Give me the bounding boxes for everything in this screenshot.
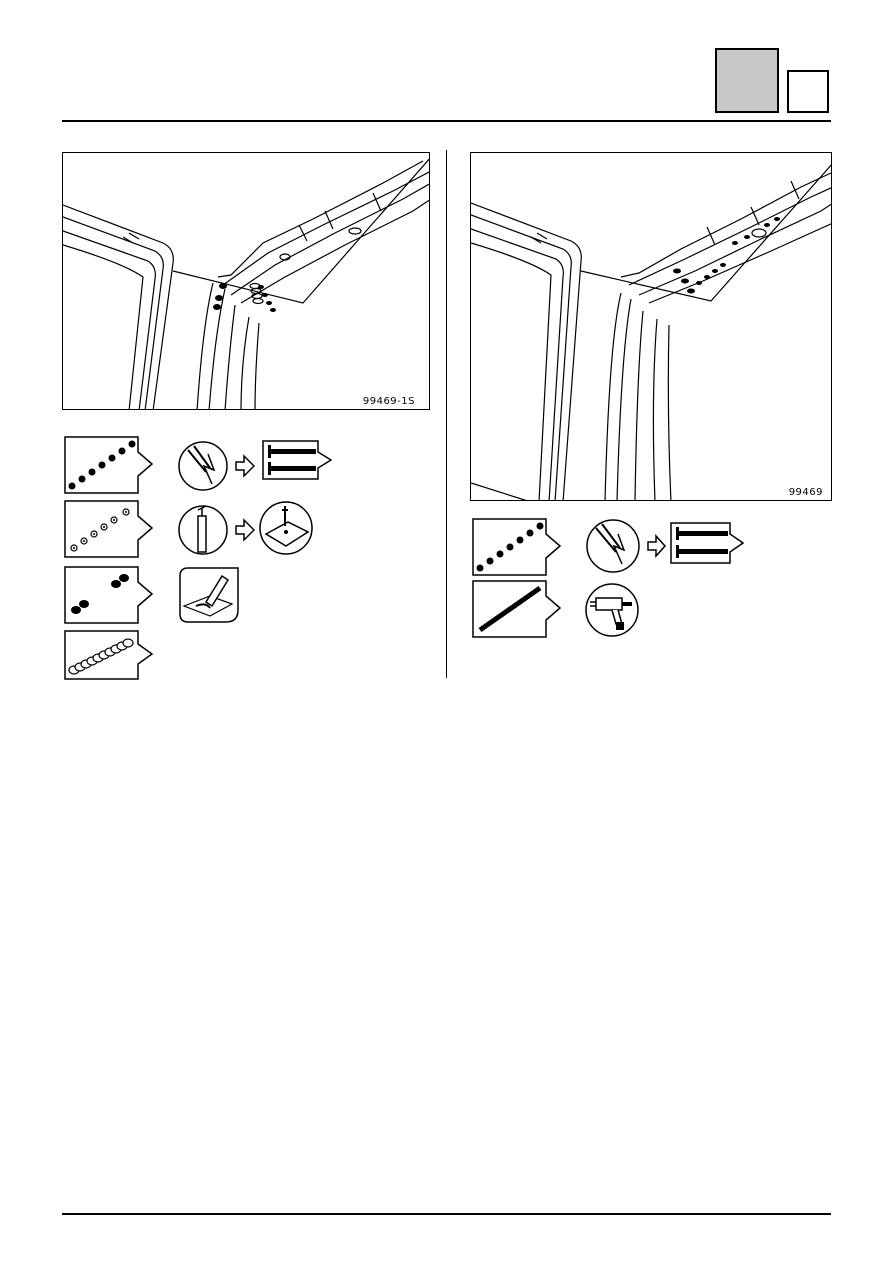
figure-number: 99469-1S — [362, 396, 415, 407]
column-divider — [446, 150, 447, 678]
plug-weld-row-icon — [64, 500, 154, 558]
spot-weld-gun-icon — [586, 518, 666, 574]
spot-weld-gun-icon — [178, 440, 258, 492]
mig-plug-weld-icon — [64, 566, 154, 624]
spot-weld-row-icon — [472, 518, 562, 576]
drill-icon — [178, 504, 258, 556]
mig-torch-panel-icon — [176, 566, 242, 624]
sealant-gun-icon — [584, 582, 640, 638]
body-pillar-drawing-left — [63, 153, 430, 410]
section-tab-grey — [715, 48, 779, 113]
header-rule — [62, 120, 831, 122]
section-tab-white — [787, 70, 829, 113]
plug-hole-panel-icon — [258, 500, 314, 556]
figure-left — [62, 152, 430, 410]
weld-parameters-panel-icon — [262, 440, 332, 480]
figure-right — [470, 152, 832, 501]
weld-parameters-panel-icon — [670, 522, 744, 564]
sealant-bead-icon — [472, 580, 562, 638]
body-pillar-drawing-right — [471, 153, 832, 501]
footer-rule — [62, 1213, 831, 1215]
continuous-seam-weld-icon — [64, 630, 154, 680]
figure-number: 99469 — [788, 487, 823, 498]
spot-weld-row-icon — [64, 436, 154, 494]
